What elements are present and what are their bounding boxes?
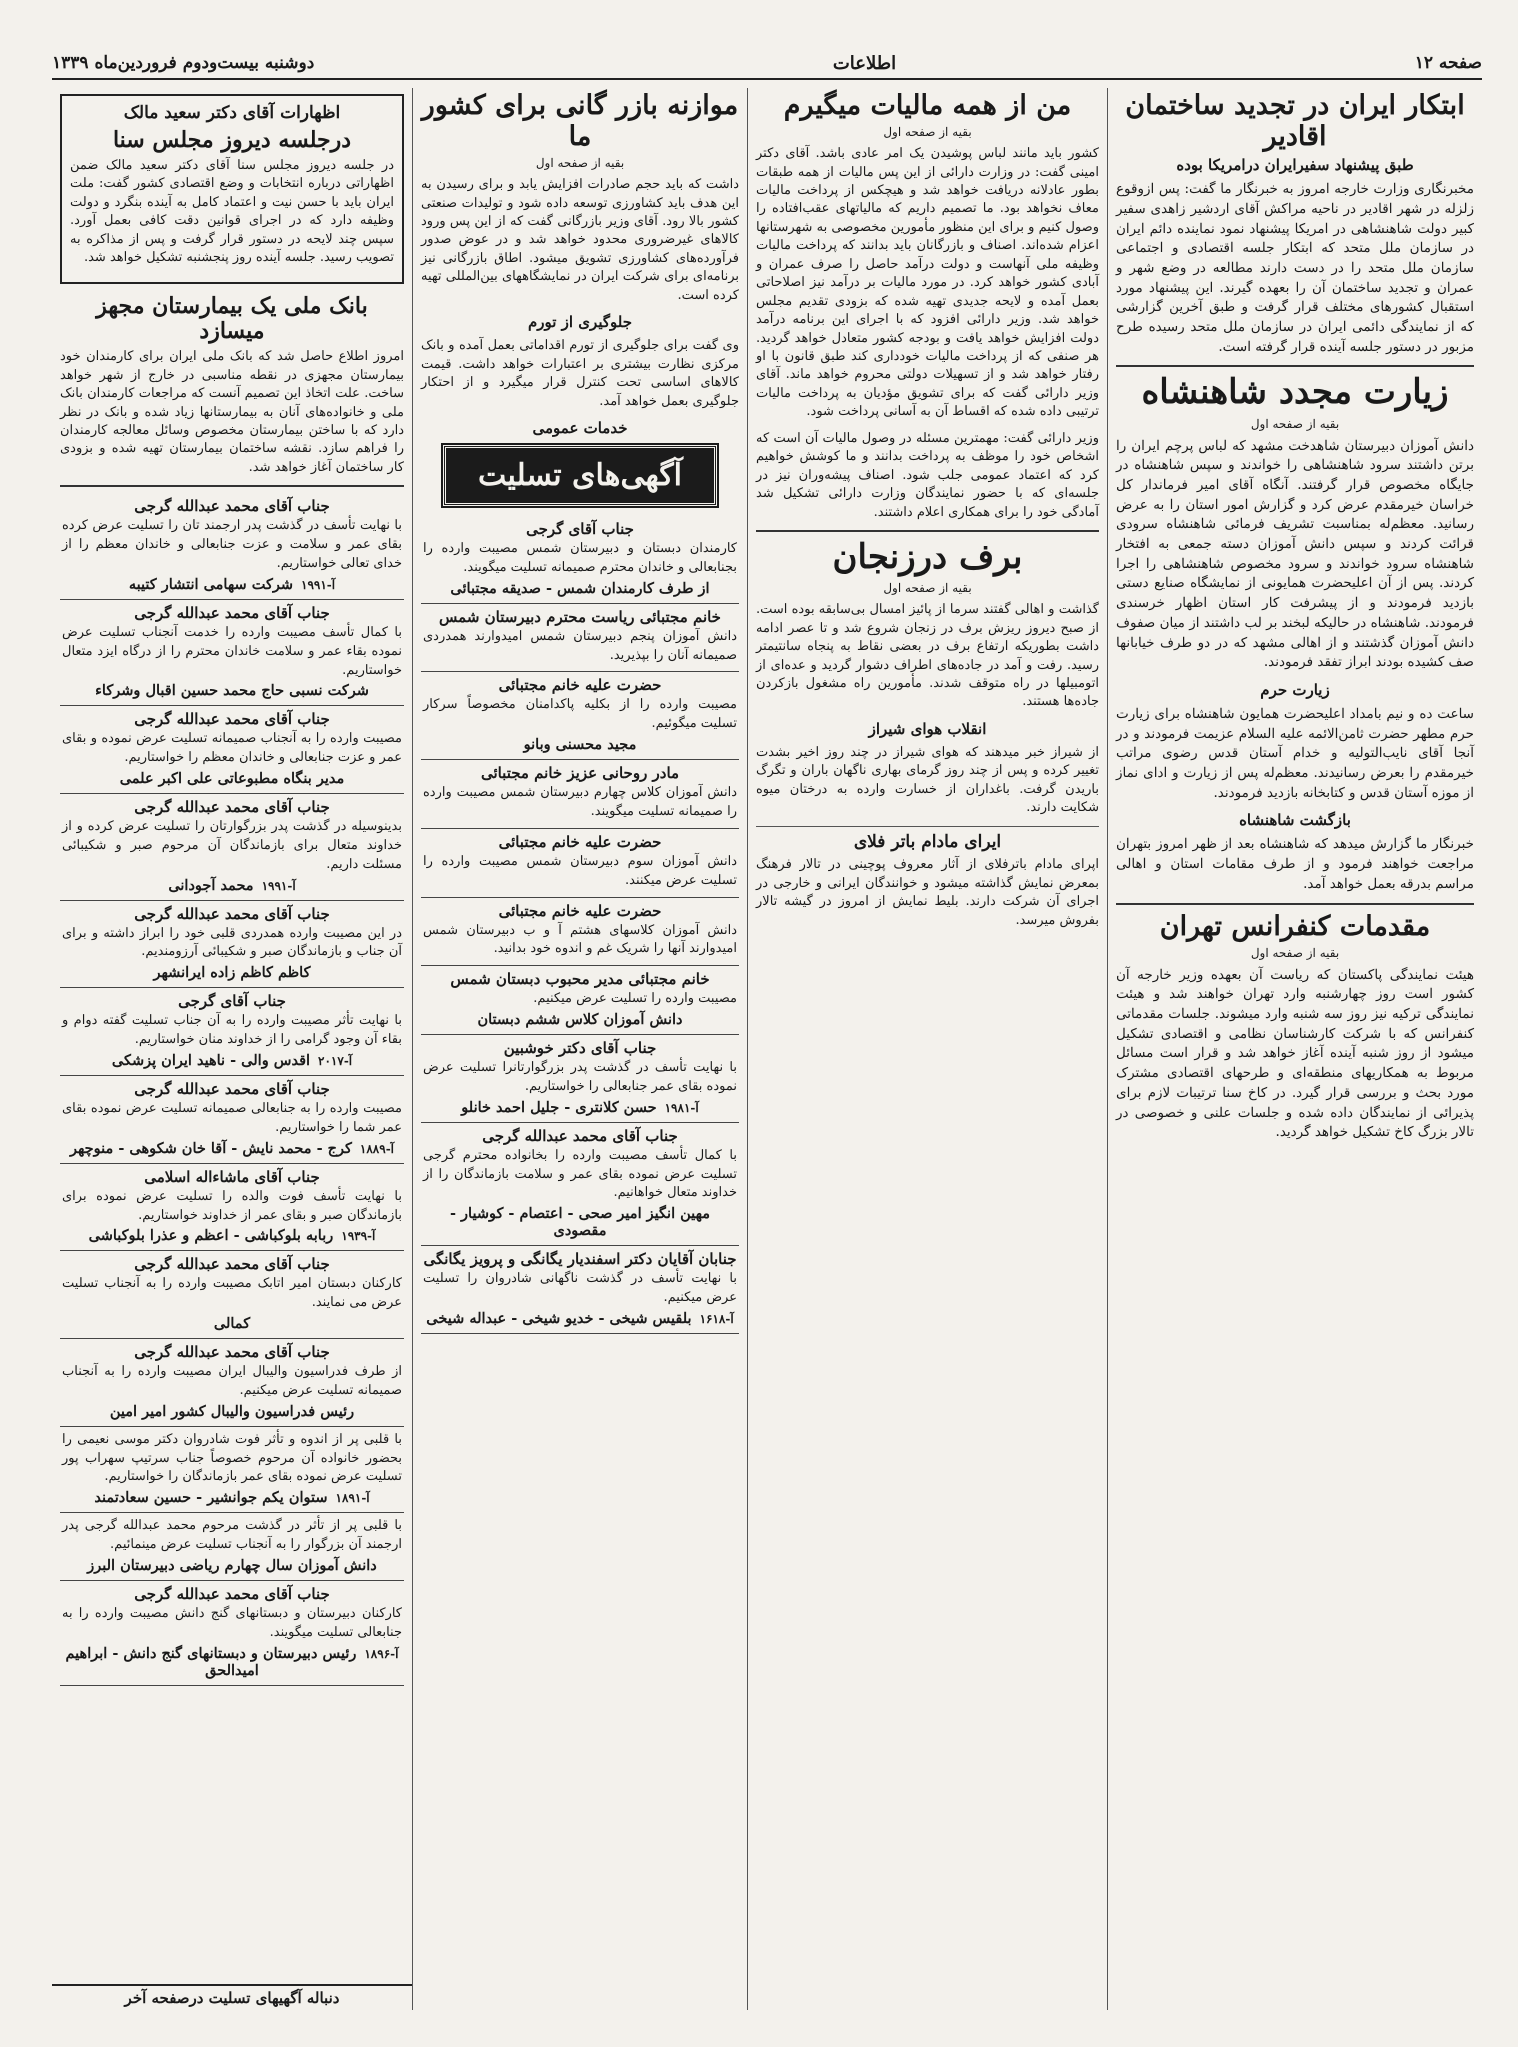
notice-addressee: حضرت علیه خانم مجتبائی [498,676,662,695]
article-shah-subhead-return: بازگشت شاهنشاه [1239,811,1351,830]
article-senate-subtitle: درجلسه دیروز مجلس سنا [112,126,352,153]
notice-text: دانش آموزان سوم دبیرستان شمس مصیبت وارده را تسلیت عرض میکنند. [423,853,737,888]
notice-signature: کمالی [213,1315,251,1333]
notice-signature-line [423,1205,737,1239]
notice-signature: شرکت نسبی حاج محمد حسین اقبال وشرکاء [95,682,369,700]
notice-signature: دانش آموزان کلاس ششم دبستان [477,1011,683,1029]
notice-text: با نهایت تأسف در گذشت پدر ارجمند تان را تسلیت عرض کرده بقای عمر و سلامت و عزت جنابعالی و خاندان معظم را از خدای تعالی خواستاریم. [62,518,402,572]
notice-signature: شرکت سهامی انتشار کتیبه [128,575,294,593]
condolence-notice [60,1164,404,1252]
notice-text: با نهایت تأسف در گذشت پدر بزرگوارتانرا تسلیت عرض نموده بقای عمر جنابعالی را خواستاریم. [423,1060,737,1094]
continued-note: بقیه از صفحه اول [1250,416,1340,431]
article-trade-subhead-services: خدمات عمومی [532,419,628,438]
article-bank-hospital-body: امروز اطلاع حاصل شد که بانک ملی ایران برای کارمندان خود بیمارستان مجهزی در نقطه مناسبی در خارج از شهر خواهد ساخت. علت اتخاذ این تصمیم آنست که مراجعات کارمندان بانک ملی و خانواده‌های آنان به بیمارستانها زیاد شده و بانک در نظر دارد که با ساختن بیمارستان مخصوص وسائل معالجه کارمندان را فراهم سازد. نقشه ساختمان بیمارستان تهیه شده و بزودی کار ساختمان آغاز خواهد شد. [60,349,404,475]
condolence-notice [421,829,739,898]
notice-text: مصیبت وارده را به آنجناب صمیمانه تسلیت عرض نموده و بقای عمر و عزت جنابعالی و خاندان معظم را خواستاریم. [62,731,402,766]
notice-text: بدینوسیله در گذشت پدر بزرگوارتان را تسلیت عرض کرده و از خداوند متعال برای بازماندگان آن مرحوم صبر و شکیبائی مسئلت داریم. [62,819,402,872]
condolence-notice [60,901,404,989]
continued-note: بقیه از صفحه اول [883,581,972,596]
article-shiraz-weather-body: از شیراز خبر میدهند که هوای شیراز در چند روز اخیر بشدت تغییر کرده و پس از چند روز گرمای بهاری ناگهان باران و تگرگ باریدن گرفت. باغداران از خسارت وارده به درختان میوه شکایت دارند. [756,744,1099,816]
condolence-notices-col4 [60,493,404,1685]
notice-addressee: جناب آقای محمد عبدالله گرجی [134,904,330,923]
article-senate-title: اظهارات آقای دکتر سعید مالک [123,103,341,123]
article-shah-pilgrimage-title: زیارت مجدد شاهنشاه [1141,372,1449,413]
notice-addressee: جناب آقای گرجی [526,520,634,539]
notice-text: با قلبی پر از اندوه و تأثر فوت شادروان دکتر موسی نعیمی را بحضور خانواده آن مرحوم خصوصاً جناب سرتیپ سهراب پور تسلیت عرض نموده بقای عمر بازماندگان را خواستاریم. [62,1431,402,1485]
notice-ad-code: آ-۱۶۱۸ [699,1311,734,1326]
notice-addressee: جناب آقای محمد عبدالله گرجی [134,1584,330,1603]
notice-signature-line [62,1403,402,1420]
article-tehran-conference-title: مقدمات کنفرانس تهران [1159,910,1431,942]
article-trade-inflation-body: وی گفت برای جلوگیری از تورم اقداماتی بعمل آمده و بانک مرکزی نظارت بیشتری بر اعتبارات خواهد داشت. قیمت کالاهای اساسی تحت کنترل قرار میگیرد و از احتکار جلوگیری بعمل خواهد آمد. [421,338,739,409]
notice-addressee: حضرت علیه خانم مجتبائی [498,901,662,920]
notice-addressee: مادر روحانی عزیز خانم مجتبائی [480,764,680,783]
notice-addressee: جناب آقای محمد عبدالله گرجی [134,603,330,622]
condolence-notice [60,600,404,707]
notice-signature-line [62,682,402,699]
article-taxes-title: من از همه مالیات میگیرم [783,90,1072,121]
condolence-notice [60,706,404,794]
article-shah-pilgrimage-body: دانش آموزان دبیرستان شاهدخت مشهد که لباس پرچم ایران را برتن داشتند سرود شاهنشاهی را خواندند و سپس شاهنشاه در جایگاه مخصوص قرار گرفتند. آنگاه آقای امیر فرماندار کل خراسان خیرمقدم عرض کرد و گزارش امور استان را به عرض رسانید. معظم‌له بمناسبت تشریف فرمائی شاهنشاه سرودی قرائت کردند و سپس دانش آموزان دسته جمعی به افتخار شاهنشاه سرود خواندند و سرود مخصوص شاهنشاهی را اجرا کردند. پس از آن اعلیحضرت همایونی از نمایشگاه صنایع دستی بازدید فرمودند و از پیشرفت کار استان اظهار خرسندی فرمودند. شاهنشاه در حالیکه لبخند بر لب داشتند از میان صفوف دانش آموزان گذشتند و از اهالی مشهد که در دو طرف خیابانها صف کشیده بودند ابراز تفقد فرمودند. [1116,437,1474,671]
condolence-notice [421,1246,739,1334]
notice-signature-line [423,1099,737,1116]
article-taxes-body-2: وزیر دارائی گفت: مهمترین مسئله در وصول مالیات آن است که اشخاص خود را موظف به پرداخت بدانند و ما کوشش خواهیم کرد که اعتماد عمومی جلب شود. اصناف پیشه‌وران نیز در جلسه‌ای که با حضور نمایندگان وزارت دارائی تشکیل شد آمادگی خود را برای همکاری اعلام داشتند. [756,430,1099,520]
article-iran-agadir-subtitle: طبق پیشنهاد سفیرایران درامریکا بوده [1176,156,1414,175]
notice-signature: کرج - محمد نایش - آقا خان شکوهی - منوچهر [69,1139,352,1157]
article-zanjan-snow-body: گذاشت و اهالی گفتند سرما از پائیز امسال بی‌سابقه بوده است. از صبح دیروز ریزش برف در زنجان شروع شد و تا عصر ادامه داشت بطوریکه ارتفاع برف در بعضی نقاط به پنجاه سانتیمتر رسید. رفت و آمد در جاده‌های اطراف دشوار گردید و عده‌ای از اتومبیلها در راه متوقف شدند. مأمورین راه مشغول بازکردن جاده‌ها هستند. [756,602,1099,710]
condolence-notices-col3 [421,516,739,1334]
notice-ad-code: آ-۱۸۹۶ [364,1646,399,1661]
article-tehran-conference-body: هیئت نمایندگی پاکستان که ریاست آن بعهده وزیر خارجه آن کشور است روز چهارشنبه وارد تهران خواهند شد و هیئت نمایندگی ترکیه نیز روز سه شنبه وارد میشوند. جلسات مقدماتی کنفرانس که با شرکت کارشناسان نظامی و اقتصادی تشکیل میشود از روز شنبه آینده آغاز خواهد شد و قرار است مسائل مربوط به همکاریهای منطقه‌ای و طرحهای اقتصادی مشترک مورد بحث و بررسی قرار گیرد. در کاخ سنا ترتیبات لازم برای پذیرائی از نمایندگان داده شده و جلسات علنی و خصوصی در تالار بزرگ کاخ تشکیل خواهد گردید. [1116,966,1474,1141]
notice-addressee: جناب آقای گرجی [178,992,286,1011]
article-senate-body: در جلسه دیروز مجلس سنا آقای دکتر سعید مالک ضمن اظهاراتی درباره انتخابات و وضع اقتصادی کشور گفت: ملت ایران باید با حسن نیت و اعتماد کامل به آینده بنگرد و دولت وظیفه دارد که در اجرای قوانین دقت کافی بعمل آورد. سپس چند لایحه در دستور قرار گرفت و پس از مذاکره به تصویب رسید. جلسه آینده روز پنجشنبه تشکیل خواهد شد. [70,157,394,266]
notice-signature: دانش آموزان سال چهارم ریاضی دبیرستان البرز [87,1556,377,1574]
continued-note: بقیه از صفحه اول [883,125,972,140]
notice-signature-line [62,576,402,593]
article-iran-agadir-title: ابتکار ایران در تجدید ساختمان اقادیر [1125,90,1465,153]
notice-signature: رئیس فدراسیون والیبال کشور امیر امین [109,1402,355,1420]
column-1 [1107,88,1482,2010]
notice-signature: ستوان یکم جوانشیر - حسین سعادتمند [94,1489,328,1507]
notice-addressee: جنابان آقایان دکتر اسفندیار یگانگی و پرویز یگانگی [423,1250,737,1269]
notice-text: دانش آموزان پنجم دبیرستان شمس امیدوارند همدردی صمیمانه آنان را بپذیرید. [423,628,737,663]
notice-addressee: جناب آقای ماشاءاله اسلامی [144,1167,320,1186]
notice-text: در این مصیبت وارده همدردی قلبی خود را ابراز داشته و برای آن جناب و بازماندگان صبر و شکیبائی آرزومندیم. [62,925,402,960]
notice-ad-code: آ-۱۸۸۹ [359,1141,395,1156]
notice-text: کارکنان دبیرستان و دبستانهای گنج دانش مصیبت وارده را به جنابعالی تسلیت میگویند. [62,1605,402,1640]
notice-signature-line [423,1310,737,1327]
condolence-notice [421,760,739,829]
notice-addressee: جناب آقای محمد عبدالله گرجی [134,1255,330,1274]
notice-text: با قلبی پر از تأثر در گذشت مرحوم محمد عبدالله گرجی پدر ارجمند آن بزرگوار را به آنجناب تسلیت عرض مینمائیم. [62,1518,402,1553]
notice-ad-code: آ-۲۰۱۷ [318,1053,353,1068]
condolence-notice [421,966,739,1035]
article-taxes-body: کشور باید مانند لباس پوشیدن یک امر عادی باشد. آقای دکتر امینی گفت: در وزارت دارائی از این پس مالیات از همه طبقات بطور عادلانه دریافت خواهد شد و هیچکس از پرداخت مالیات معاف نخواهد بود. ما تصمیم داریم که مالیاتهای عقب‌افتاده را وصول کنیم و برای این منظور مأمورین مخصوصی به شهرستانها اعزام شده‌اند. اصناف و بازرگانان باید بدانند که پرداخت مالیات وظیفه ملی آنهاست و دولت درآمد حاصل را صرف عمران و آبادی کشور خواهد کرد. در مورد مالیات بر درآمد نیز اصلاحاتی بعمل آمده و لایحه جدیدی تهیه شده که بزودی تقدیم مجلس خواهد شد. وزیر دارائی افزود که با اجرای این برنامه درآمد دولت افزایش خواهد یافت و بودجه کشور متعادل خواهد گردید. هر صنفی که از پرداخت مالیات خودداری کند طبق قانون با او رفتار خواهد شد و از تسهیلات دولتی محروم خواهد ماند. آقای وزیر دارائی گفت که برای تشویق مؤدیان به پرداخت مالیات ترتیبی داده شده که اقساط آن به آسانی پرداخت شود. [756,146,1099,420]
notice-signature-line [423,736,737,753]
notice-text: مصیبت وارده را از بکلیه پاکدامنان مخصوصاً سرکار تسلیت میگوئیم. [423,697,737,732]
notice-addressee: جناب آقای محمد عبدالله گرجی [134,710,330,729]
notice-signature-line [62,877,402,894]
condolence-notice [60,1427,404,1514]
condolence-notice [60,1581,404,1686]
notice-signature: حسن کلانتری - جلیل احمد خانلو [461,1098,657,1116]
notice-text: با نهایت تأسف در گذشت ناگهانی شادروان را تسلیت عرض میکنیم. [423,1271,737,1306]
paper-name: اطلاعات [832,52,897,74]
masthead [52,48,1482,80]
notice-signature-line [423,1011,737,1028]
notice-signature: مجید محسنی وبانو [523,736,637,754]
notice-signature: از طرف کارمندان شمس - صدیقه مجتبائی [450,579,710,597]
column-3 [412,88,747,2010]
condolences-banner: آگهی‌های تسلیت [443,445,717,506]
notice-ad-code: آ-۱۹۹۱ [301,577,336,592]
notice-text: با نهایت تأثر مصیبت وارده را به آن جناب تسلیت گفته دوام و بقاء آن وجود گرامی را از خداوند منان خواستاریم. [62,1013,402,1048]
notice-addressee: خانم مجتبائی ریاست محترم دبیرستان شمس [439,607,721,626]
condolence-notice [60,988,404,1076]
condolences-continued-footer: دنباله آگهیهای تسلیت درصفحه آخر [52,1984,412,2010]
senate-statement-box [60,94,404,284]
notice-signature-line [62,1315,402,1332]
notice-signature-line [62,1140,402,1157]
notice-text: کارمندان دبستان و دبیرستان شمس مصیبت وارده را بجنابعالی و خاندان محترم صمیمانه تسلیت میگویند. [423,541,737,575]
notice-addressee: جناب آقای محمد عبدالله گرجی [134,1079,330,1098]
notice-addressee: جناب آقای محمد عبدالله گرجی [134,1343,330,1362]
condolence-notice [60,1251,404,1339]
notice-text: دانش آموزان کلاسهای هشتم آ و ب دبیرستان شمس امیدوارند آنها را شریک غم و اندوه خود بدانید. [423,922,737,957]
article-shiraz-weather-subhead: انقلاب هوای شیراز [868,719,987,738]
article-trade-subhead-inflation: جلوگیری از تورم [528,313,632,332]
divider [60,485,404,487]
column-2 [747,88,1107,2010]
condolence-notice [421,604,739,673]
notice-ad-code: آ-۱۹۹۱ [261,878,296,893]
condolence-notice [60,1513,404,1581]
article-trade-balance-title: موازنه بازر گانی برای کشور ما [421,90,739,153]
article-opera-body: اپرای مادام باترفلای از آثار معروف پوچینی در تالار فرهنگ بمعرض نمایش گذاشته میشود و خوانندگان ایرانی و خارجی در اجرای آن شرکت دارند. بلیط نمایش از امروز در گیشه تالار بفروش میرسد. [756,857,1099,928]
notice-signature: رئیس دبیرستان و دبستانهای گنج دانش - ابراهیم امیدالحق [65,1644,357,1679]
notice-text: مصیبت وارده را تسلیت عرض میکنیم. [533,991,737,1007]
notice-addressee: جناب آقای محمد عبدالله گرجی [134,497,330,516]
date-line: دوشنبه بیست‌ودوم فروردین‌ماه ۱۳۳۹ [52,53,315,73]
column-4 [52,88,412,2010]
notice-signature-line [62,1489,402,1506]
notice-signature: اقدس والی - ناهید ایران پزشکی [111,1051,311,1069]
notice-addressee: جناب آقای محمد عبدالله گرجی [482,1126,678,1145]
divider [1116,365,1474,367]
condolence-notice [421,516,739,604]
notice-text: کارکنان دبستان امیر اتابک مصیبت وارده را به آنجناب تسلیت عرض می نمایند. [62,1276,402,1311]
notice-text: از طرف فدراسیون والیبال ایران مصیبت وارده را به آنجناب صمیمانه تسلیت عرض میکنیم. [62,1364,402,1398]
notice-signature: محمد آجودانی [168,876,254,894]
notice-text: با کمال تأسف مصیبت وارده را خدمت آنجناب تسلیت عرض نموده بقاء عمر و سلامت خاندان محترم را از درگاه ایزد متعال خواستاریم. [62,624,402,678]
continued-note: بقیه از صفحه اول [535,156,625,171]
notice-addressee: جناب آقای محمد عبدالله گرجی [134,798,330,817]
divider [1116,903,1474,905]
article-shah-subhead-shrine: زیارت حرم [1260,680,1330,699]
notice-text: با کمال تأسف مصیبت وارده را بخانواده محترم گرجی تسلیت عرض نموده بقای عمر و سلامت بازماندگان را از خداوند متعال خواهانیم. [423,1147,737,1201]
continued-note: بقیه از صفحه اول [1250,945,1340,960]
notice-signature: کاظم کاظم زاده ایرانشهر [153,964,311,982]
divider [756,530,1099,532]
notice-signature-line [62,1052,402,1069]
notice-text: مصیبت وارده را به جنابعالی صمیمانه تسلیت عرض نموده بقای عمر شما را خواستاریم. [62,1100,402,1135]
article-zanjan-snow-title: برف درزنجان [832,537,1023,578]
article-shah-return-body: خبرنگار ما گزارش میدهد که شاهنشاه بعد از ظهر امروز بتهران مراجعت خواهند فرمود و از طرف مقامات استان و اهالی مراسم بدرقه بعمل خواهد آمد. [1116,836,1474,892]
condolence-notice [421,1123,739,1247]
article-shah-shrine-body: ساعت ده و نیم بامداد اعلیحضرت همایون شاهنشاه برای زیارت حرم مطهر حضرت ثامن‌الائمه علیه السلام عزیمت فرمودند و در آنجا آقای نایب‌التولیه و خدام آستان قدس رضوی مراتب خیرمقدم را بعرض رسانیدند. معظم‌له پس از زیارت و ادای نماز از موزه آستان قدس و کتابخانه بازدید فرمودند. [1116,705,1474,801]
notice-ad-code: آ-۱۹۸۱ [664,1100,699,1115]
notice-text: دانش آموزان کلاس چهارم دبیرستان شمس مصیبت وارده را صمیمانه تسلیت میگویند. [423,785,737,819]
condolence-notice [60,1339,404,1427]
notice-text: با نهایت تأسف فوت والده را تسلیت عرض نموده برای بازماندگان صبر و بقای عمر از خداوند خواستاریم. [62,1188,402,1223]
notice-signature: ربابه بلوکباشی - اعظم و عذرا بلوکباشی [88,1227,334,1245]
condolence-notice [421,672,739,760]
notice-ad-code: آ-۱۸۹۱ [335,1491,370,1506]
article-iran-agadir-body: مخبرنگاری وزارت خارجه امروز به خبرنگار ما گفت: پس ازوقوع زلزله در شهر اقادیر در ناحیه مراکش آقای اردشیر زاهدی سفیر کبیر دولت شاهنشاهی در امریکا پیشنهاد نمود نماینده دائم ایران در سازمان ملل متحد که ابتکار جلسه اقتصادی و اجتماعی سازمان ملل متحد را در دست دارند مطالعه در وضع شهر و عمران و تجدید ساختمان آن را بعهده گیرند. این پیشنهاد مورد استقبال کشورهای مختلف قرار گرفت و طبق آخرین گزارشی که از نمایندگی دائمی ایران در سازمان ملل متحد رسیده طرح مزبور در دستور جلسه آینده قرار گرفته است. [1116,181,1474,355]
condolence-notice [60,1076,404,1164]
article-bank-hospital-title: بانک ملی یک بیمارستان مجهز میسازد [96,292,368,344]
notice-signature: بلقیس شیخی - خدیو شیخی - عبداله شیخی [426,1309,692,1327]
notice-ad-code: آ-۱۹۳۹ [341,1229,376,1244]
notice-signature: مدیر بنگاه مطبوعاتی علی اکبر علمی [119,770,345,788]
page-label: صفحه ۱۲ [1414,53,1482,73]
condolence-notice [421,1035,739,1123]
notice-addressee: جناب آقای دکتر خوشبین [503,1039,657,1058]
divider [756,826,1099,827]
condolence-notice [60,493,404,600]
notice-addressee: حضرت علیه خانم مجتبائی [498,832,662,851]
notice-signature-line [62,1645,402,1679]
condolence-notice [421,898,739,967]
newspaper-page [52,48,1482,2018]
notice-signature-line [62,964,402,981]
notice-signature-line [423,580,737,597]
notice-signature-line [62,1557,402,1574]
article-trade-balance-body: داشت که باید حجم صادرات افزایش یابد و برای رسیدن به این هدف باید کشاورزی توسعه داده شود و تولیدات صنعتی کشور بالا رود. آقای وزیر بازرگانی گفت که از این پس ورود کالاهای غیرضروری محدود خواهد شد و در عوض صدور فرآورده‌های کشاورزی تشویق میشود. اطاق بازرگانی نیز برنامه‌ای برای شرکت ایران در نمایشگاههای بین‌المللی تهیه کرده است. [421,177,739,303]
notice-addressee: خانم مجتبائی مدیر محبوب دبستان شمس [450,970,710,989]
notice-signature-line [62,770,402,787]
notice-signature: مهین انگیز امیر صحی - اعتصام - کوشیار - مقصودی [449,1205,711,1240]
article-opera-title: ایرای مادام باتر فلای [853,831,1002,852]
condolence-notice [60,794,404,901]
notice-signature-line [62,1227,402,1244]
